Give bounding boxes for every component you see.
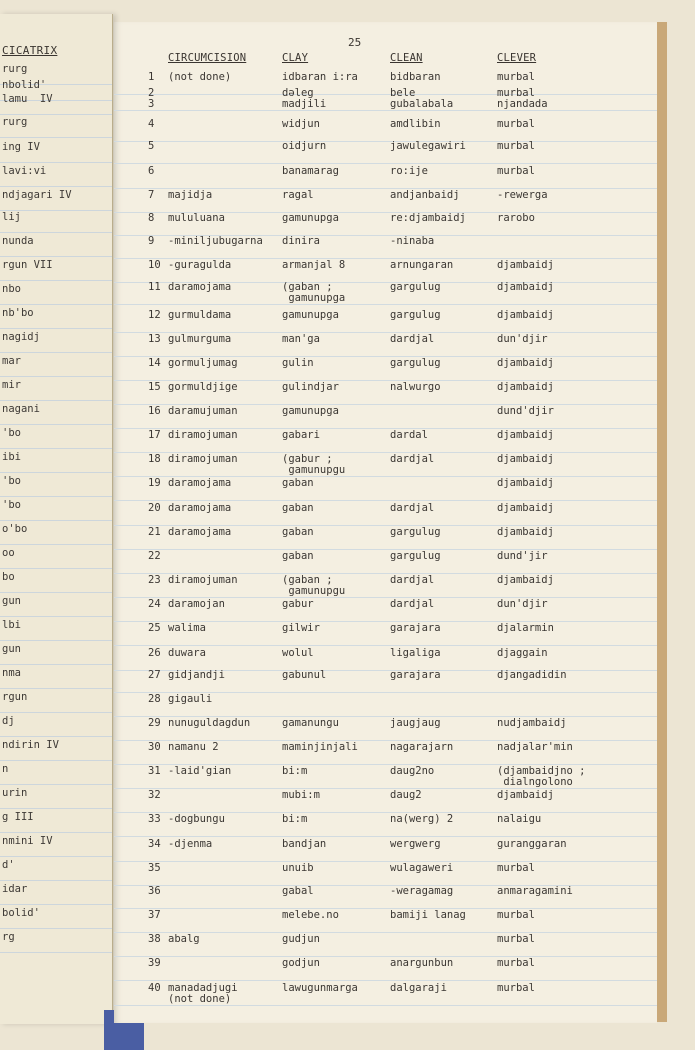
left-page-entry: rurg — [2, 116, 28, 128]
circumcision-term: (not done) — [168, 71, 232, 83]
clay-term: bi:m — [282, 813, 308, 825]
clever-term: murbal — [497, 957, 535, 969]
left-page-entry: nagidj — [2, 331, 40, 343]
clever-term: djambaidj — [497, 453, 554, 465]
entry-number: 18 — [148, 453, 161, 465]
left-page-entry: nunda — [2, 235, 34, 247]
entry-number: 39 — [148, 957, 161, 969]
left-page-rule — [0, 808, 112, 809]
row-rule — [114, 885, 657, 886]
left-page-entry: mir — [2, 379, 21, 391]
clever-term: anmaragamini — [497, 885, 573, 897]
clay-term: melebe.no — [282, 909, 339, 921]
clever-term: murbal njandada — [497, 87, 548, 110]
clay-term: gaban — [282, 502, 314, 514]
left-page-entry: idar — [2, 883, 28, 895]
clever-term: murbal — [497, 140, 535, 152]
left-page-entry: nagani — [2, 403, 40, 415]
clean-term: -ninaba — [390, 235, 435, 247]
circumcision-term: mululuana — [168, 212, 225, 224]
clean-term: nalwurgo — [390, 381, 441, 393]
clever-term: murbal — [497, 71, 535, 83]
left-page-entry: lamu IV — [2, 93, 53, 105]
left-page-entry: gun — [2, 643, 21, 655]
row-rule — [114, 500, 657, 501]
left-page-entry: lavi:vi — [2, 165, 47, 177]
left-page-rule — [0, 472, 112, 473]
clever-term: djambaidj — [497, 381, 554, 393]
clay-term: godjun — [282, 957, 320, 969]
left-page-rule — [0, 856, 112, 857]
left-page-entry: nbo — [2, 283, 21, 295]
entry-number: 36 — [148, 885, 161, 897]
left-page-heading: CICATRIX — [2, 44, 58, 57]
entry-number: 26 — [148, 647, 161, 659]
clay-term: gabunul — [282, 669, 327, 681]
row-rule — [114, 645, 657, 646]
clean-term: gargulug — [390, 309, 441, 321]
clever-term: dun'djir — [497, 598, 548, 610]
clean-term: gargulug — [390, 357, 441, 369]
clever-term: djambaidj — [497, 281, 554, 293]
clever-term: guranggaran — [497, 838, 567, 850]
clever-term: murbal — [497, 909, 535, 921]
left-page-entry: oo — [2, 547, 15, 559]
clever-term: rarobo — [497, 212, 535, 224]
header-clever: CLEVER — [497, 52, 537, 64]
clean-term: dalgaraji — [390, 982, 447, 994]
clean-term: dardjal — [390, 453, 435, 465]
clever-term: djangadidin — [497, 669, 567, 681]
clay-term: armanjal 8 — [282, 259, 346, 271]
entry-number: 5 — [148, 140, 155, 152]
circumcision-term: -guragulda — [168, 259, 232, 271]
left-page-rule — [0, 137, 112, 138]
clay-term: ragal — [282, 189, 314, 201]
clay-term: lawugunmarga — [282, 982, 358, 994]
clean-term: na(werg) 2 — [390, 813, 454, 825]
left-page-entry: rurg — [2, 63, 28, 75]
left-page-rule — [0, 664, 112, 665]
left-page-rule — [0, 186, 112, 187]
header-clean: CLEAN — [390, 52, 423, 64]
entry-number: 22 — [148, 550, 161, 562]
clean-term: gargulug — [390, 281, 441, 293]
clay-term: (gaban ; gamunupgu — [282, 574, 346, 597]
clever-term: nudjambaidj — [497, 717, 567, 729]
clever-term: nadjalar'min — [497, 741, 573, 753]
entry-number: 1 — [148, 71, 155, 83]
clever-term: djambaidj — [497, 574, 554, 586]
entry-number: 35 — [148, 862, 161, 874]
entry-number: 33 — [148, 813, 161, 825]
clay-term: gabal — [282, 885, 314, 897]
clay-term: gamanungu — [282, 717, 339, 729]
left-page-entry: ibi — [2, 451, 21, 463]
row-rule — [114, 141, 657, 142]
left-page-rule — [0, 688, 112, 689]
left-page-rule — [0, 592, 112, 593]
clever-term: djambaidj — [497, 502, 554, 514]
entry-number: 17 — [148, 429, 161, 441]
entry-number: 11 — [148, 281, 161, 293]
entry-number: 20 — [148, 502, 161, 514]
circumcision-term: gidjandji — [168, 669, 225, 681]
clay-term: gaban — [282, 550, 314, 562]
clean-term: bamiji lanag — [390, 909, 466, 921]
clean-term: jawulegawiri — [390, 140, 466, 152]
clay-term: (gabur ; gamunupgu — [282, 453, 346, 476]
clay-term: (gaban ; gamunupga — [282, 281, 346, 304]
left-page-rule — [0, 832, 112, 833]
clever-term: djambaidj — [497, 429, 554, 441]
clay-term: mubi:m — [282, 789, 320, 801]
left-page-entry: ndjagari IV — [2, 189, 72, 201]
circumcision-term: nunuguldagdun — [168, 717, 251, 729]
entry-number: 6 — [148, 165, 155, 177]
left-page-rule — [0, 928, 112, 929]
left-page-rule — [0, 448, 112, 449]
clever-term: murbal — [497, 982, 535, 994]
left-page-entry: lij — [2, 211, 21, 223]
left-page-entry: nbolid' — [2, 79, 47, 91]
clay-term: man'ga — [282, 333, 320, 345]
circumcision-term: daramojama — [168, 477, 232, 489]
entry-number: 10 — [148, 259, 161, 271]
clay-term: gabari — [282, 429, 320, 441]
clean-term: nagarajarn — [390, 741, 454, 753]
entry-number: 7 — [148, 189, 155, 201]
circumcision-term: gulmurguma — [168, 333, 232, 345]
left-page-rule — [0, 880, 112, 881]
entry-number: 12 — [148, 309, 161, 321]
entry-number: 31 — [148, 765, 161, 777]
clever-term: murbal — [497, 165, 535, 177]
left-page-rule — [0, 280, 112, 281]
right-page — [114, 22, 657, 1023]
left-page-rule — [0, 304, 112, 305]
left-page-rule — [0, 952, 112, 953]
entry-number: 30 — [148, 741, 161, 753]
left-page-rule — [0, 760, 112, 761]
circumcision-term: walima — [168, 622, 206, 634]
left-page-rule — [0, 568, 112, 569]
row-rule — [114, 304, 657, 305]
left-page-entry: n — [2, 763, 9, 775]
clean-term: dardjal — [390, 502, 435, 514]
circumcision-term: daramojama — [168, 502, 232, 514]
entry-number: 19 — [148, 477, 161, 489]
clay-term: bandjan — [282, 838, 327, 850]
clay-term: gaban — [282, 526, 314, 538]
header-circumcision: CIRCUMCISION — [168, 52, 247, 64]
clever-term: djambaidj — [497, 789, 554, 801]
entry-number: 8 — [148, 212, 155, 224]
clever-term: djambaidj — [497, 477, 554, 489]
left-page-entry: rgun VII — [2, 259, 53, 271]
clean-term: bele gubalabala — [390, 87, 454, 110]
left-page-rule — [0, 544, 112, 545]
clean-term: garajara — [390, 669, 441, 681]
row-rule — [114, 549, 657, 550]
left-page-rule — [0, 232, 112, 233]
clever-term: dund'djir — [497, 405, 554, 417]
page-number: 25 — [348, 36, 362, 49]
clever-term: (djambaidjno ; dialngolono — [497, 765, 586, 788]
clever-term: murbal — [497, 862, 535, 874]
row-rule — [114, 94, 657, 95]
circumcision-term: daramujuman — [168, 405, 238, 417]
entry-number: 37 — [148, 909, 161, 921]
left-page-rule — [0, 784, 112, 785]
circumcision-term: -laid'gian — [168, 765, 232, 777]
row-rule — [114, 110, 657, 111]
clean-term: arnungaran — [390, 259, 454, 271]
clean-term: bidbaran — [390, 71, 441, 83]
circumcision-term: manadadjugi (not done) — [168, 982, 238, 1005]
circumcision-term: namanu 2 — [168, 741, 219, 753]
circumcision-term: diramojuman — [168, 574, 238, 586]
circumcision-term: daramojama — [168, 281, 232, 293]
entry-number: 2 3 — [148, 87, 155, 110]
circumcision-term: gigauli — [168, 693, 213, 705]
circumcision-term: daramojama — [168, 526, 232, 538]
clay-term: gilwir — [282, 622, 320, 634]
entry-number: 28 — [148, 693, 161, 705]
header-clay: CLAY — [282, 52, 309, 64]
clean-term: dardjal — [390, 333, 435, 345]
left-page-entry: o'bo — [2, 523, 28, 535]
left-page-rule — [0, 328, 112, 329]
entry-number: 4 — [148, 118, 155, 130]
clay-term: unuib — [282, 862, 314, 874]
entry-number: 15 — [148, 381, 161, 393]
left-page-rule — [0, 352, 112, 353]
clay-term: gabur — [282, 598, 314, 610]
row-rule — [114, 956, 657, 957]
clean-term: re:djambaidj — [390, 212, 466, 224]
clean-term: daug2 — [390, 789, 422, 801]
left-page-entry: 'bo — [2, 475, 21, 487]
clever-term: djambaidj — [497, 259, 554, 271]
clean-term: andjanbaidj — [390, 189, 460, 201]
left-page-rule — [0, 616, 112, 617]
left-page-entry: ing IV — [2, 141, 40, 153]
row-rule — [114, 861, 657, 862]
circumcision-term: gurmuldama — [168, 309, 232, 321]
left-page-entry: g III — [2, 811, 34, 823]
clay-term: gamunupga — [282, 212, 339, 224]
left-page-entry: 'bo — [2, 499, 21, 511]
circumcision-term: daramojan — [168, 598, 225, 610]
entry-number: 21 — [148, 526, 161, 538]
clever-term: dun'djir — [497, 333, 548, 345]
row-rule — [114, 836, 657, 837]
entry-number: 32 — [148, 789, 161, 801]
clever-term: murbal — [497, 933, 535, 945]
circumcision-term: -djenma — [168, 838, 213, 850]
clay-term: gulindjar — [282, 381, 339, 393]
clever-term: djambaidj — [497, 309, 554, 321]
entry-number: 25 — [148, 622, 161, 634]
circumcision-term: diramojuman — [168, 453, 238, 465]
circumcision-term: duwara — [168, 647, 206, 659]
left-page-entry: mar — [2, 355, 21, 367]
row-rule — [114, 908, 657, 909]
entry-number: 9 — [148, 235, 155, 247]
left-page-rule — [0, 424, 112, 425]
left-page-rule — [0, 162, 112, 163]
clever-term: djambaidj — [497, 526, 554, 538]
clean-term: ligaliga — [390, 647, 441, 659]
clean-term: -weragamag — [390, 885, 454, 897]
clean-term: anargunbun — [390, 957, 454, 969]
left-page-rule — [0, 736, 112, 737]
clean-term: amdlibin — [390, 118, 441, 130]
entry-number: 27 — [148, 669, 161, 681]
entry-number: 34 — [148, 838, 161, 850]
clean-term: wergwerg — [390, 838, 441, 850]
clever-term: -rewerga — [497, 189, 548, 201]
left-page-entry: nmini IV — [2, 835, 53, 847]
clay-term: gudjun — [282, 933, 320, 945]
clay-term: gulin — [282, 357, 314, 369]
entry-number: 13 — [148, 333, 161, 345]
circumcision-term: -dogbungu — [168, 813, 225, 825]
left-page-rule — [0, 400, 112, 401]
left-page-entry: ndirin IV — [2, 739, 59, 751]
clay-term: widjun — [282, 118, 320, 130]
row-rule — [114, 163, 657, 164]
clean-term: garajara — [390, 622, 441, 634]
clean-term: dardal — [390, 429, 428, 441]
clean-term: dardjal — [390, 574, 435, 586]
entry-number: 14 — [148, 357, 161, 369]
clever-term: djalarmin — [497, 622, 554, 634]
left-page-entry: dj — [2, 715, 15, 727]
circumcision-term: majidja — [168, 189, 213, 201]
left-page-rule — [0, 496, 112, 497]
row-rule — [114, 1005, 657, 1006]
entry-number: 24 — [148, 598, 161, 610]
left-page-rule — [0, 376, 112, 377]
clean-term: daug2no — [390, 765, 435, 777]
circumcision-term: diramojuman — [168, 429, 238, 441]
entry-number: 29 — [148, 717, 161, 729]
row-rule — [114, 980, 657, 981]
clean-term: wulagaweri — [390, 862, 454, 874]
left-page-entry: bolid' — [2, 907, 40, 919]
clay-term: maminjinjali — [282, 741, 358, 753]
left-page — [0, 14, 113, 1024]
left-page-rule — [0, 712, 112, 713]
clay-term: dəleg madjili — [282, 87, 327, 110]
circumcision-term: gormuljumag — [168, 357, 238, 369]
clean-term: jaugjaug — [390, 717, 441, 729]
circumcision-term: -miniljubugarna — [168, 235, 263, 247]
circumcision-term: gormuldjige — [168, 381, 238, 393]
clay-term: gaban — [282, 477, 314, 489]
left-page-entry: rg — [2, 931, 15, 943]
left-page-entry: 'bo — [2, 427, 21, 439]
left-page-entry: urin — [2, 787, 28, 799]
left-page-entry: lbi — [2, 619, 21, 631]
clay-term: banamarag — [282, 165, 339, 177]
entry-number: 16 — [148, 405, 161, 417]
clean-term: dardjal — [390, 598, 435, 610]
entry-number: 38 — [148, 933, 161, 945]
entry-number: 23 — [148, 574, 161, 586]
clever-term: djambaidj — [497, 357, 554, 369]
clay-term: oidjurn — [282, 140, 327, 152]
left-page-rule — [0, 520, 112, 521]
clay-term: dinira — [282, 235, 320, 247]
left-page-entry: bo — [2, 571, 15, 583]
clean-term: gargulug — [390, 550, 441, 562]
entry-number: 40 — [148, 982, 161, 994]
left-page-entry: gun — [2, 595, 21, 607]
left-page-rule — [0, 114, 112, 115]
left-page-entry: nb'bo — [2, 307, 34, 319]
left-page-rule — [0, 904, 112, 905]
row-rule — [114, 788, 657, 789]
circumcision-term: abalg — [168, 933, 200, 945]
clever-term: murbal — [497, 118, 535, 130]
clean-term: ro:ije — [390, 165, 428, 177]
clever-term: nalaigu — [497, 813, 542, 825]
left-page-rule — [0, 640, 112, 641]
left-page-entry: d' — [2, 859, 15, 871]
clay-term: wolul — [282, 647, 314, 659]
clay-term: gamunupga — [282, 405, 339, 417]
clever-term: djaggain — [497, 647, 548, 659]
clean-term: gargulug — [390, 526, 441, 538]
clay-term: idbaran i:ra — [282, 71, 358, 83]
clay-term: bi:m — [282, 765, 308, 777]
left-page-entry: nma — [2, 667, 21, 679]
clay-term: gamunupga — [282, 309, 339, 321]
left-page-rule — [0, 256, 112, 257]
left-page-entry: rgun — [2, 691, 28, 703]
clever-term: dund'jir — [497, 550, 548, 562]
